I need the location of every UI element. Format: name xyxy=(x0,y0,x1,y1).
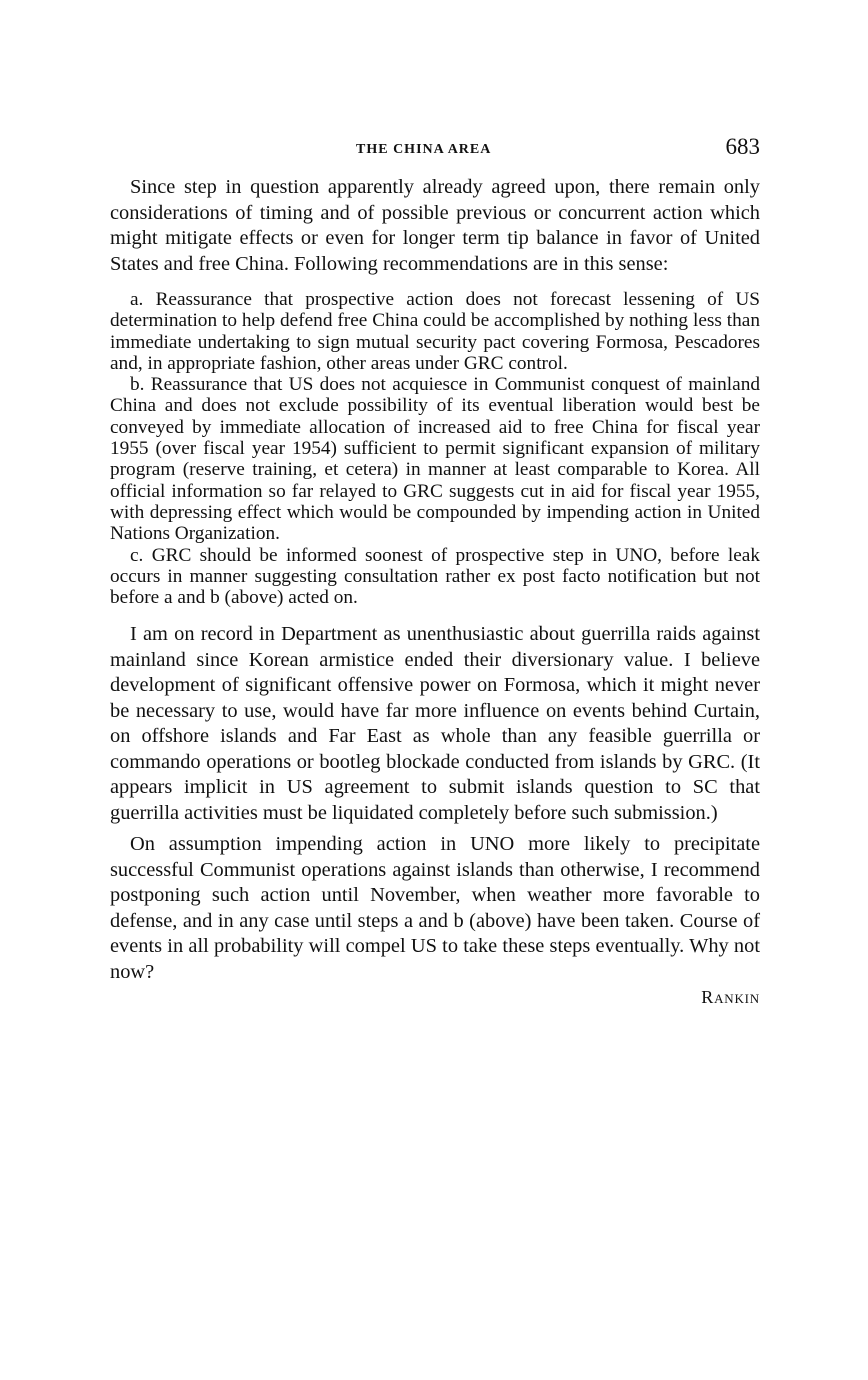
running-head-title: THE CHINA AREA xyxy=(356,142,492,157)
page-header xyxy=(110,134,760,164)
recommendation-b: b. Reassurance that US does not acquiesce in Communist conquest of mainland China and does not exclude possibility of its eventual liberation would best be conveyed by immediate allocation of increased aid to free China for fiscal year 1955 (over fiscal year 1954) sufficient to permit significant expansion of military program (reserve training, et cetera) in manner at least comparable to Korea. All official information so far relayed to GRC suggests cut in aid for fiscal year 1955, with depressing effect which would be compounded by impending action in United Nations Organization. xyxy=(110,374,760,545)
recommendation-c: c. GRC should be informed soonest of prospective step in UNO, before leak occurs in manner suggesting consultation rather ex post facto notification but not before a and b (above) acted on. xyxy=(110,544,760,609)
conclusion-paragraph: On assumption impending action in UNO more likely to precipitate successful Communist operations against islands than otherwise, I recommend postponing such action until November, when weather more favorable to defense, and in any case until steps a and b (above) have been taken. Course of events in all probability will compel US to take these steps eventually. Why not now? xyxy=(110,833,760,983)
intro-paragraph: Since step in question apparently already agreed upon, there remain only considerations of timing and of possible previous or concurrent action which might mitigate effects or even for longer term tip balance in favor of United States and free China. Following recommendations are in this sense: xyxy=(110,176,760,275)
guerrilla-paragraph: I am on record in Department as unenthusiastic about guerrilla raids against mainland since Korean armistice ended their diversionary value. I believe development of significant offensive power on Formosa, which it might never be necessary to use, would have far more influence on events behind Curtain, on offshore islands and Far East as whole than any feasible guerrilla or commando operations or bootleg blockade conducted from islands by GRC. (It appears implicit in US agreement to submit islands question to SC that guerrilla activities must be liquidated completely before such submission.) xyxy=(110,623,760,824)
page-number: 683 xyxy=(725,134,760,159)
document-body xyxy=(110,175,760,1008)
signature: Rankin xyxy=(701,987,760,1008)
recommendation-a: a. Reassurance that prospective action does not forecast lessening of US determination to help defend free China could be accomplished by nothing less than immediate undertaking to sign mutual security pact covering Formosa, Pescadores and, in appropriate fashion, other areas under GRC control. xyxy=(110,289,760,374)
